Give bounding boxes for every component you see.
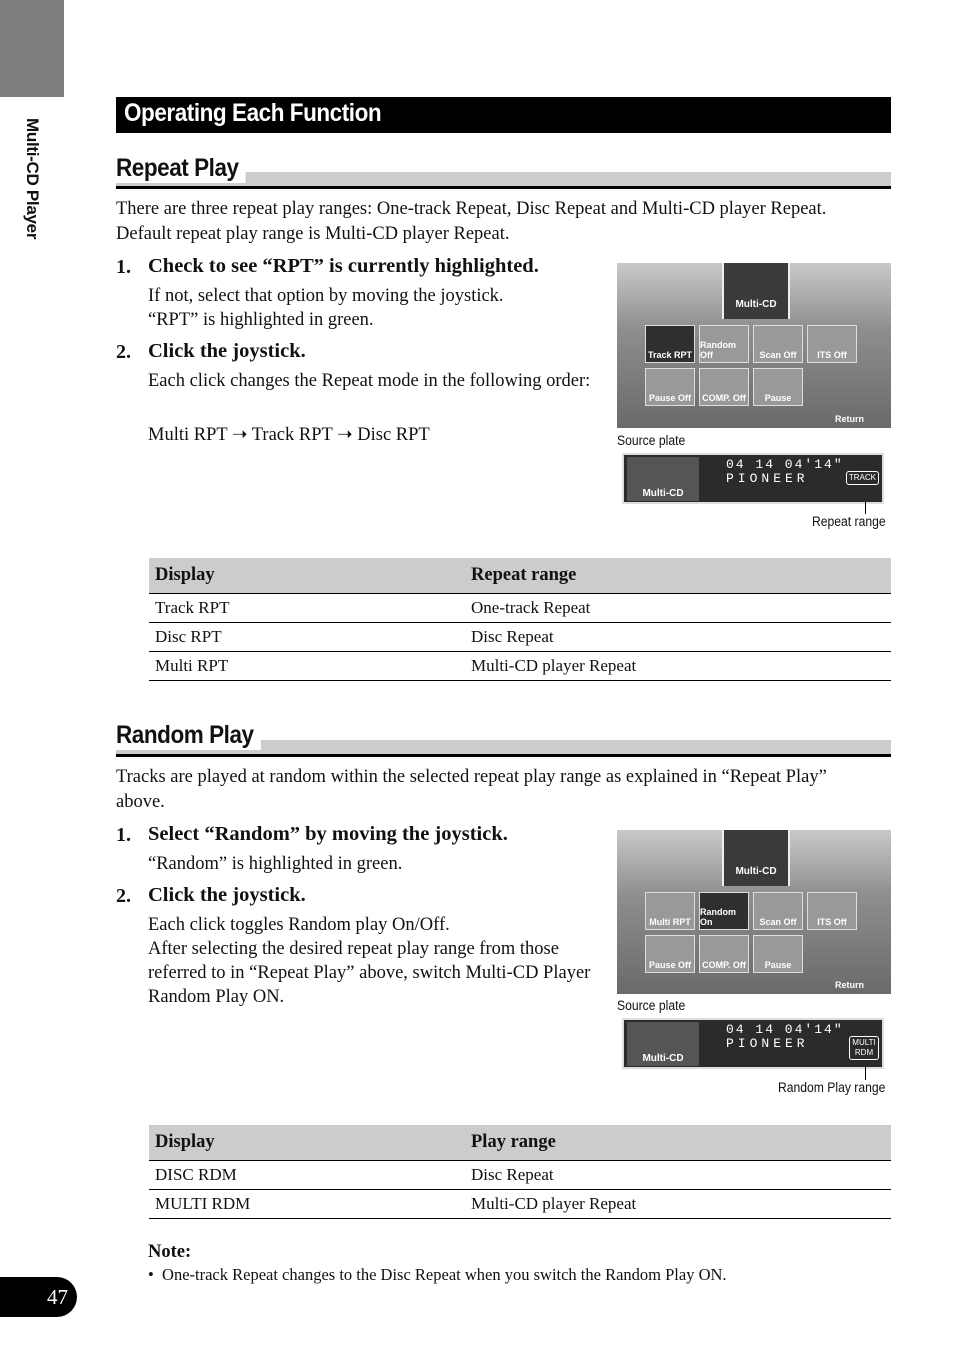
- random-range-leader-line: [865, 1066, 866, 1080]
- random-source-plate-caption: Source plate: [617, 998, 686, 1013]
- screen-tile-track-rpt: Track RPT: [645, 325, 695, 363]
- arrow-right-icon: ➝: [337, 425, 353, 445]
- screen-tile-scan: Scan Off: [753, 325, 803, 363]
- note-item: [148, 1265, 727, 1285]
- screen-tile-random: Random Off: [699, 325, 749, 363]
- repeat-function-screen-image: [617, 263, 891, 428]
- arrow-right-icon: ➝: [231, 425, 248, 445]
- repeat-source-plate-caption: Source plate: [617, 433, 686, 448]
- page-number: [0, 1277, 77, 1317]
- screen-return-label: Return: [835, 980, 864, 990]
- screen-tile-pause-off: Pause Off: [645, 935, 695, 973]
- screen-tile-random: Random On: [699, 892, 749, 930]
- plate-source-label: Multi-CD: [627, 457, 699, 501]
- plate-random-indicator: MULTI RDM: [849, 1036, 879, 1060]
- repeat-step1-number: 1.: [116, 256, 131, 278]
- sequence-item-track: Track RPT: [251, 425, 333, 445]
- random-function-screen-image: [617, 830, 891, 994]
- side-tab: [0, 0, 64, 97]
- note-heading: Note:: [148, 1242, 192, 1262]
- sequence-item-disc: Disc RPT: [357, 425, 430, 445]
- screen-source-label: Multi-CD: [722, 830, 790, 886]
- bullet-icon: •: [148, 1265, 163, 1284]
- screen-tile-pause: Pause: [753, 935, 803, 973]
- screen-tile-pause-off: Pause Off: [645, 368, 695, 406]
- side-label: Multi-CD Player: [23, 118, 42, 240]
- screen-tile-comp: COMP. Off: [699, 935, 749, 973]
- random-step2-number: 2.: [116, 885, 131, 907]
- repeat-intro: There are three repeat play ranges: One-track Repeat, Disc Repeat and Multi-CD player Repeat. Default repeat play range is Multi-CD player Repeat.: [116, 199, 827, 244]
- screen-tile-pause: Pause: [753, 368, 803, 406]
- table-row: [149, 594, 891, 623]
- table-row: [149, 1161, 891, 1190]
- random-step2-title: Click the joystick.: [148, 884, 306, 906]
- table-cell-display: Disc RPT: [149, 623, 465, 652]
- section-title: Operating Each Function: [124, 99, 382, 127]
- repeat-source-plate-image: [622, 453, 884, 504]
- repeat-range-caption: Repeat range: [812, 514, 886, 529]
- random-range-table: [149, 1125, 891, 1219]
- table-row: [149, 623, 891, 652]
- plate-source-label: Multi-CD: [627, 1022, 699, 1066]
- repeat-step2-title: Click the joystick.: [148, 340, 306, 362]
- random-step1-number: 1.: [116, 824, 131, 846]
- screen-tile-scan: Scan Off: [753, 892, 803, 930]
- table-cell-range: Multi-CD player Repeat: [465, 1190, 891, 1219]
- table-cell-range: Disc Repeat: [465, 1161, 891, 1190]
- note-item-text: One-track Repeat changes to the Disc Repeat when you switch the Random Play ON.: [162, 1265, 727, 1284]
- repeat-step2-number: 2.: [116, 341, 131, 363]
- random-heading: Random Play: [116, 721, 261, 750]
- repeat-heading: Repeat Play: [116, 154, 246, 183]
- random-step1-title: Select “Random” by moving the joystick.: [148, 823, 508, 845]
- random-step2-line1: Each click toggles Random play On/Off.: [148, 915, 450, 935]
- plate-time-readout: 04 14 04'14": [726, 1022, 844, 1037]
- repeat-mode-sequence: [148, 423, 430, 447]
- table-header-display: Display: [149, 1125, 465, 1161]
- table-cell-range: Disc Repeat: [465, 623, 891, 652]
- table-cell-range: Multi-CD player Repeat: [465, 652, 891, 681]
- repeat-step1-title: Check to see “RPT” is currently highlighted.: [148, 255, 539, 277]
- table-cell-display: MULTI RDM: [149, 1190, 465, 1219]
- plate-repeat-indicator: TRACK: [846, 471, 879, 485]
- page-number-text: 47: [47, 1285, 68, 1309]
- table-header-display: Display: [149, 558, 465, 594]
- repeat-heading-rule-black: [116, 186, 891, 189]
- repeat-range-table: [149, 558, 891, 681]
- plate-title-readout: PIONEER: [726, 1036, 809, 1051]
- screen-return-label: Return: [835, 414, 864, 424]
- screen-tile-its: ITS Off: [807, 325, 857, 363]
- table-row: [149, 1190, 891, 1219]
- table-header-row: [149, 1125, 891, 1161]
- random-intro: Tracks are played at random within the selected repeat play range as explained in “Repeat Play” above.: [116, 767, 827, 812]
- table-cell-range: One-track Repeat: [465, 594, 891, 623]
- screen-tile-comp: COMP. Off: [699, 368, 749, 406]
- repeat-step2-text: Each click changes the Repeat mode in the following order:: [148, 371, 591, 391]
- screen-source-label: Multi-CD: [722, 263, 790, 319]
- random-source-plate-image: [622, 1018, 884, 1069]
- table-row: [149, 652, 891, 681]
- random-range-caption: Random Play range: [778, 1080, 886, 1095]
- table-header-row: [149, 558, 891, 594]
- table-header-range: Repeat range: [465, 558, 891, 594]
- random-step1-line1: “Random” is highlighted in green.: [148, 854, 403, 874]
- table-header-range: Play range: [465, 1125, 891, 1161]
- plate-time-readout: 04 14 04'14": [726, 457, 844, 472]
- table-cell-display: Track RPT: [149, 594, 465, 623]
- random-heading-rule-black: [116, 754, 891, 757]
- repeat-range-leader-line: [865, 502, 866, 514]
- screen-tile-multi-rpt: Multi RPT: [645, 892, 695, 930]
- plate-title-readout: PIONEER: [726, 471, 809, 486]
- table-cell-display: DISC RDM: [149, 1161, 465, 1190]
- screen-tile-its: ITS Off: [807, 892, 857, 930]
- sequence-item-multi: Multi RPT: [148, 425, 228, 445]
- table-cell-display: Multi RPT: [149, 652, 465, 681]
- repeat-step1-line1: If not, select that option by moving the joystick.: [148, 286, 504, 306]
- random-step2-line2: After selecting the desired repeat play range from those referred to in “Repeat Play” above, switch Multi-CD Player Random Play ON.: [148, 939, 591, 1007]
- repeat-step1-line2: “RPT” is highlighted in green.: [148, 310, 374, 330]
